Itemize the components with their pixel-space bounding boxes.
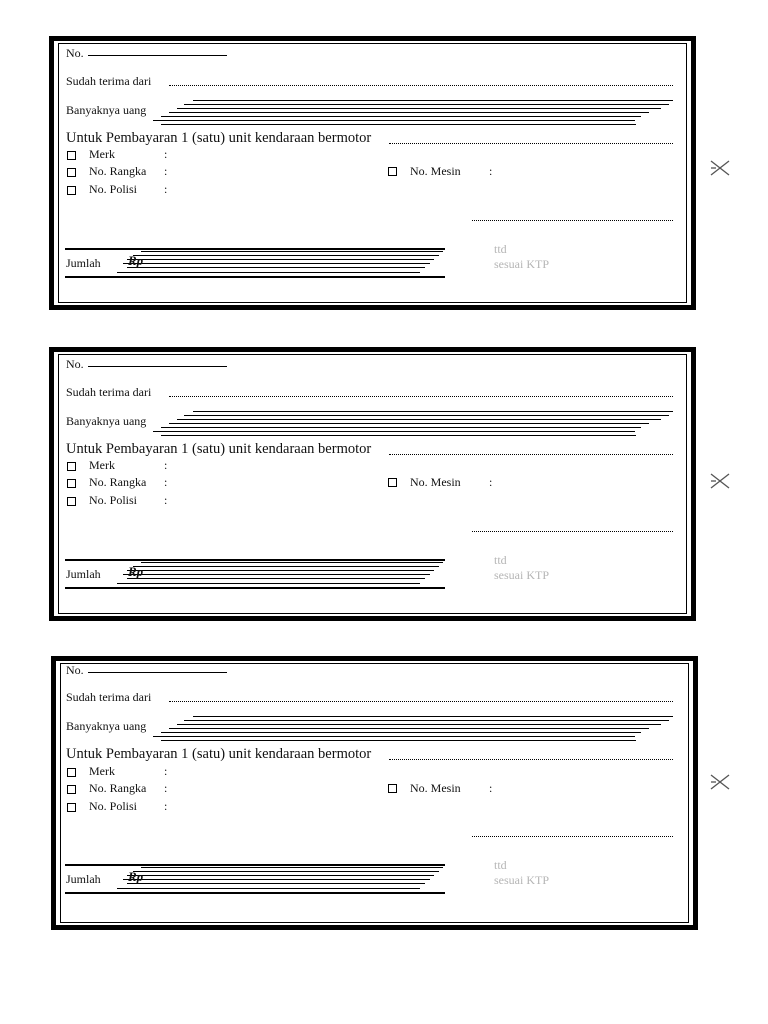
amount-line-4 (169, 112, 649, 113)
amount-line-1 (193, 411, 673, 412)
mesin-label: No. Mesin (410, 475, 461, 489)
amount-line-7 (161, 435, 636, 436)
rangka-checkbox[interactable] (67, 168, 76, 177)
total-line-3 (127, 259, 434, 260)
no-field-line (88, 55, 227, 56)
amount-line-1 (193, 716, 673, 717)
rangka-checkbox[interactable] (67, 785, 76, 794)
sign-label: ttd (494, 553, 507, 567)
polisi-checkbox[interactable] (67, 803, 76, 812)
total-line-2 (133, 255, 439, 256)
total-line-4 (123, 879, 430, 880)
mesin-checkbox[interactable] (388, 784, 397, 793)
amount-line-3 (177, 419, 661, 420)
amount-line-7 (161, 124, 636, 125)
sign-note: sesuai KTP (494, 873, 549, 887)
total-line-4 (123, 263, 430, 264)
received-from-label: Sudah terima dari (66, 74, 152, 88)
total-top-line (65, 864, 445, 866)
total-line-5 (127, 883, 425, 884)
mesin-checkbox[interactable] (388, 167, 397, 176)
polisi-checkbox[interactable] (67, 186, 76, 195)
amount-line-5 (161, 427, 641, 428)
no-field-line (88, 366, 227, 367)
total-line-4 (123, 574, 430, 575)
total-line-1 (141, 562, 443, 563)
merk-checkbox[interactable] (67, 151, 76, 160)
polisi-colon: : (164, 182, 168, 196)
amount-line-3 (177, 724, 661, 725)
mesin-checkbox[interactable] (388, 478, 397, 487)
receipt-inner-border (60, 663, 689, 923)
amount-words-label: Banyaknya uang (66, 414, 147, 428)
polisi-colon: : (164, 493, 168, 507)
total-line-3 (127, 875, 434, 876)
total-line-1 (141, 251, 443, 252)
merk-label: Merk (89, 764, 115, 778)
total-bottom-line (65, 276, 445, 278)
no-label: No. (66, 357, 84, 371)
signature-line (472, 531, 673, 532)
receipt-inner-border (58, 43, 687, 303)
payment-for-text: Untuk Pembayaran 1 (satu) unit kendaraan bermotor (66, 130, 372, 146)
amount-line-1 (193, 100, 673, 101)
rangka-colon: : (164, 475, 168, 489)
currency-label: Rp (128, 869, 144, 884)
total-line-5 (127, 578, 425, 579)
polisi-colon: : (164, 799, 168, 813)
receipt-1 (49, 36, 696, 310)
currency-label: Rp (128, 564, 144, 579)
amount-line-7 (161, 740, 636, 741)
amount-line-2 (184, 104, 669, 105)
merk-label: Merk (89, 147, 115, 161)
receipt-inner-border (58, 354, 687, 614)
rangka-label: No. Rangka (89, 475, 147, 489)
total-top-line (65, 248, 445, 250)
rangka-colon: : (164, 164, 168, 178)
sign-note: sesuai KTP (494, 568, 549, 582)
payment-for-text: Untuk Pembayaran 1 (satu) unit kendaraan bermotor (66, 746, 372, 762)
no-field-line (88, 672, 227, 673)
total-label: Jumlah (66, 872, 101, 886)
received-from-field (169, 701, 673, 702)
amount-line-6 (153, 736, 635, 737)
sign-note: sesuai KTP (494, 257, 549, 271)
total-line-2 (133, 871, 439, 872)
amount-line-5 (161, 732, 641, 733)
polisi-label: No. Polisi (89, 493, 138, 507)
amount-line-3 (177, 108, 661, 109)
signature-line (472, 220, 673, 221)
received-from-field (169, 396, 673, 397)
mesin-colon: : (489, 475, 493, 489)
total-label: Jumlah (66, 567, 101, 581)
total-line-5 (127, 267, 425, 268)
amount-line-6 (153, 431, 635, 432)
payment-for-field (389, 143, 673, 144)
mesin-label: No. Mesin (410, 781, 461, 795)
currency-label: Rp (128, 253, 144, 268)
merk-colon: : (164, 764, 168, 778)
amount-line-2 (184, 415, 669, 416)
amount-words-label: Banyaknya uang (66, 719, 147, 733)
received-from-label: Sudah terima dari (66, 690, 152, 704)
total-top-line (65, 559, 445, 561)
receipt-2 (49, 347, 696, 621)
amount-line-6 (153, 120, 635, 121)
received-from-label: Sudah terima dari (66, 385, 152, 399)
sign-label: ttd (494, 242, 507, 256)
payment-for-text: Untuk Pembayaran 1 (satu) unit kendaraan bermotor (66, 441, 372, 457)
polisi-label: No. Polisi (89, 182, 138, 196)
mesin-colon: : (489, 164, 493, 178)
polisi-checkbox[interactable] (67, 497, 76, 506)
amount-line-5 (161, 116, 641, 117)
amount-line-4 (169, 728, 649, 729)
sign-label: ttd (494, 858, 507, 872)
payment-for-field (389, 454, 673, 455)
amount-line-2 (184, 720, 669, 721)
amount-words-label: Banyaknya uang (66, 103, 147, 117)
receipt-3 (51, 656, 698, 930)
merk-label: Merk (89, 458, 115, 472)
payment-for-field (389, 759, 673, 760)
total-line-6 (117, 888, 420, 889)
no-label: No. (66, 663, 84, 677)
total-bottom-line (65, 587, 445, 589)
total-line-2 (133, 566, 439, 567)
merk-checkbox[interactable] (67, 462, 76, 471)
total-bottom-line (65, 892, 445, 894)
total-line-6 (117, 583, 420, 584)
merk-colon: : (164, 147, 168, 161)
total-label: Jumlah (66, 256, 101, 270)
no-label: No. (66, 46, 84, 60)
rangka-label: No. Rangka (89, 781, 147, 795)
mesin-colon: : (489, 781, 493, 795)
amount-line-4 (169, 423, 649, 424)
rangka-label: No. Rangka (89, 164, 147, 178)
polisi-label: No. Polisi (89, 799, 138, 813)
merk-colon: : (164, 458, 168, 472)
total-line-6 (117, 272, 420, 273)
rangka-checkbox[interactable] (67, 479, 76, 488)
rangka-colon: : (164, 781, 168, 795)
total-line-1 (141, 867, 443, 868)
total-line-3 (127, 570, 434, 571)
signature-line (472, 836, 673, 837)
scissors-icon[interactable] (709, 771, 731, 793)
merk-checkbox[interactable] (67, 768, 76, 777)
scissors-icon[interactable] (709, 157, 731, 179)
received-from-field (169, 85, 673, 86)
scissors-icon[interactable] (709, 470, 731, 492)
mesin-label: No. Mesin (410, 164, 461, 178)
